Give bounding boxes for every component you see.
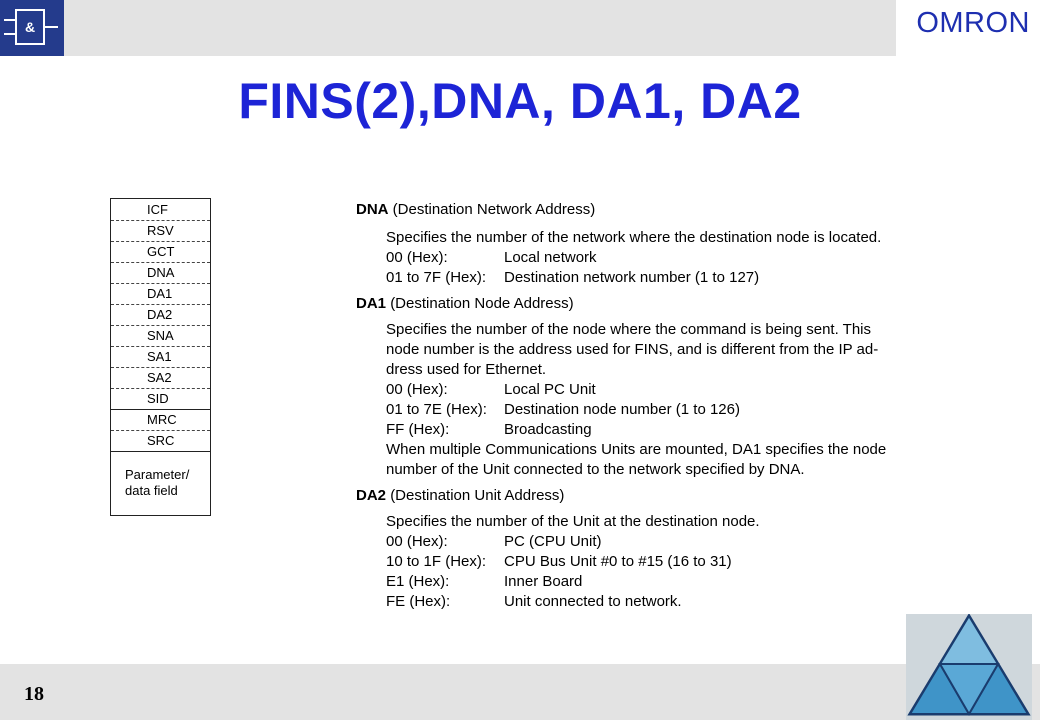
frame-field: SNA	[111, 325, 210, 347]
fins-frame-diagram	[110, 198, 211, 516]
triangle-emblem-icon	[906, 614, 1032, 720]
frame-field: SID	[111, 388, 210, 410]
da2-heading: DA2 (Destination Unit Address)	[356, 487, 565, 504]
header-bar	[0, 0, 1040, 56]
da2-body: Specifies the number of the Unit at the destination node. 00 (Hex): PC (CPU Unit) 10 to 1F (Hex): CPU Bus Unit #0 to #15 (16 to 31) E1 (Hex): Inner Board FE (Hex): Unit connected to network.	[386, 513, 760, 610]
frame-field: DA2	[111, 304, 210, 326]
param-field-label: Parameter/ data field	[125, 467, 190, 498]
frame-field: SA2	[111, 367, 210, 389]
frame-field: SRC	[111, 430, 210, 452]
page-title: FINS(2),DNA, DA1, DA2	[238, 73, 802, 129]
frame-field: DNA	[111, 262, 210, 284]
frame-field: MRC	[111, 409, 210, 431]
dna-body: Specifies the number of the network where the destination node is located. 00 (Hex): Local network 01 to 7F (Hex): Destination network number (1 to 127)	[386, 229, 882, 286]
logic-and-icon	[0, 0, 64, 56]
logo-symbol: &	[24, 19, 36, 35]
brand-name: OMRON	[916, 7, 1030, 39]
da1-heading: DA1 (Destination Node Address)	[356, 295, 574, 312]
frame-field: RSV	[111, 220, 210, 242]
dna-heading: DNA (Destination Network Address)	[356, 201, 596, 218]
da1-body: Specifies the number of the node where the command is being sent. This node number is the address used for FINS, and is different from the IP ad- dress used for Ethernet. 00 (Hex): Local PC Unit 01 to 7E (Hex): Destination node number (1 to 126) FF (Hex): Broadcasting When multiple Communications Units are mounted, DA1 specifies the node number of the Unit connected to the network specified by DNA.	[386, 321, 887, 478]
frame-field: GCT	[111, 241, 210, 263]
page-number: 18	[24, 683, 44, 705]
frame-field: DA1	[111, 283, 210, 305]
field-descriptions	[356, 200, 936, 612]
frame-field: ICF	[111, 199, 210, 221]
frame-field: SA1	[111, 346, 210, 368]
footer-bar	[0, 664, 1040, 720]
